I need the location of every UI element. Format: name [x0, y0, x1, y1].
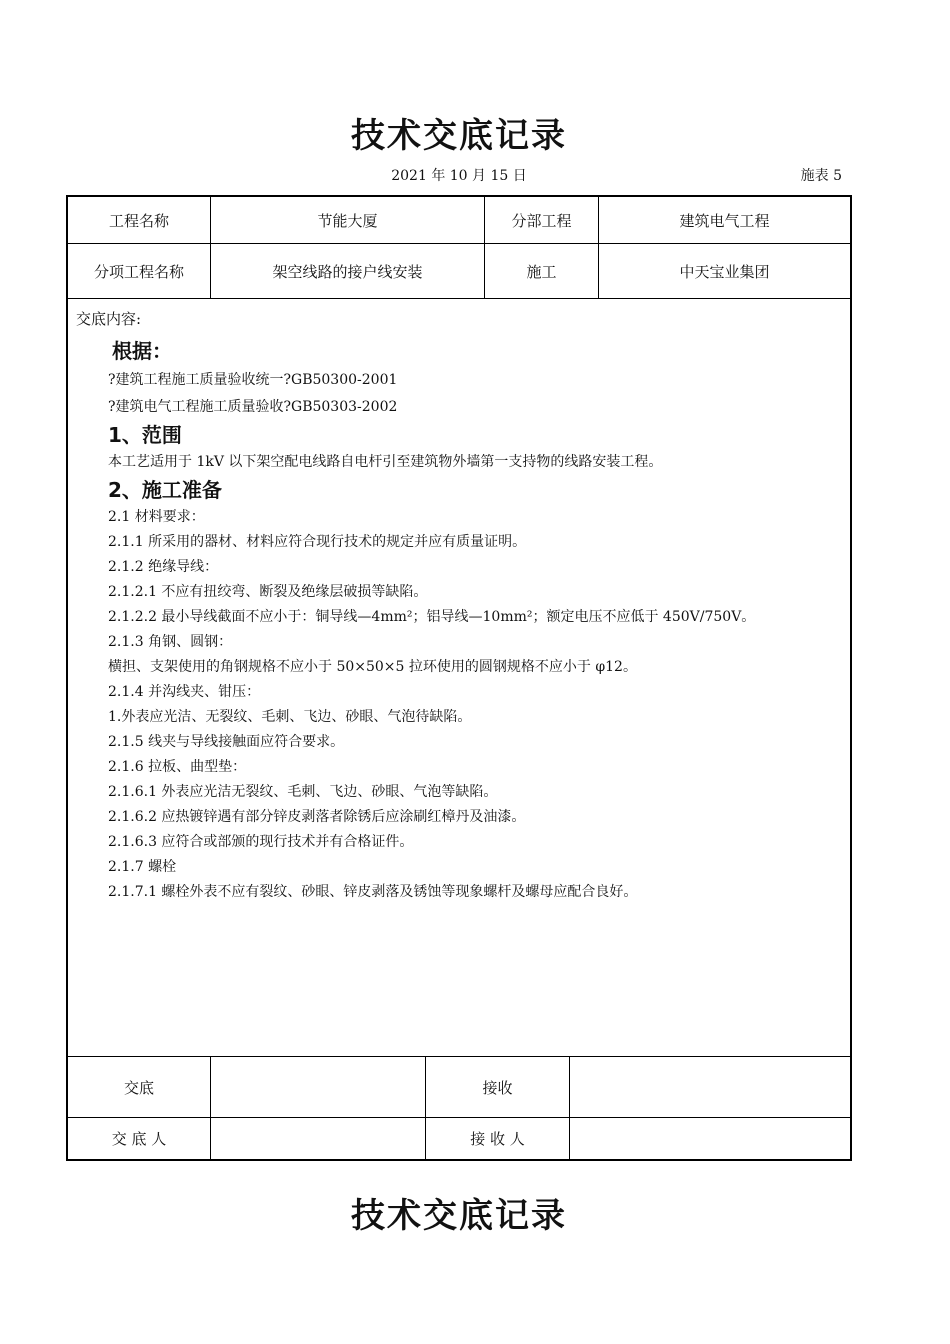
scope-heading: 1、范围: [108, 423, 182, 447]
receiver-value: [570, 1118, 850, 1159]
next-page-title: 技术交底记录: [351, 1196, 567, 1236]
prep-line: 2.1.6.2 应热镀锌遇有部分锌皮剥落者除锈后应涂刷红樟丹及油漆。: [108, 809, 526, 825]
prep-line: 2.1.4 并沟线夹、钳压：: [108, 684, 261, 700]
document-title: 技术交底记录: [351, 116, 567, 156]
receive-value: [570, 1057, 850, 1117]
handover-value: [211, 1057, 425, 1117]
basis-heading: 根据：: [112, 339, 172, 363]
handover-label: 交底: [123, 1078, 154, 1097]
prep-line: 2.1.3 角钢、圆钢：: [108, 634, 233, 650]
construction-value: 中天宝业集团: [679, 262, 770, 281]
handover-person-value: [211, 1118, 425, 1159]
prep-line: 2.1.6.1 外表应光洁无裂纹、毛刺、飞边、砂眼、气泡等缺陷。: [108, 784, 498, 800]
subproject-value: 架空线路的接户线安装: [272, 262, 423, 281]
prep-line: 2.1.1 所采用的器材、材料应符合现行技术的规定并应有质量证明。: [108, 534, 527, 550]
prep-line: 2.1.6 拉板、曲型垫：: [108, 759, 247, 775]
content-label: 交底内容:: [76, 310, 142, 328]
project-name-value: 节能大厦: [317, 211, 378, 230]
prep-line: 2.1.5 线夹与导线接触面应符合要求。: [108, 734, 345, 750]
form-number: 施表 5: [800, 168, 842, 184]
prep-line: 2.1.6.3 应符合或部颁的现行技术并有合格证件。: [108, 834, 414, 850]
handover-person-label: 交 底 人: [111, 1130, 167, 1148]
handover-content: [108, 336, 838, 905]
scope-text: 本工艺适用于 1kV 以下架空配电线路自电杆引至建筑物外墙第一支持物的线路安装工程。: [108, 454, 663, 470]
row-divider: [67, 298, 851, 299]
prep-line: 2.1.2.2 最小导线截面不应小于：铜导线—4mm²；铝导线—10mm²；额定电压不应低于 450V/750V。: [108, 609, 756, 625]
prep-line: 1.外表应光洁、无裂纹、毛刺、飞边、砂眼、气泡待缺陷。: [108, 709, 472, 725]
prep-heading: 2、施工准备: [108, 478, 222, 502]
prep-line: 2.1.7 螺栓: [108, 859, 177, 875]
document-date: 2021 年 10 月 15 日: [391, 168, 527, 184]
project-name-label: 工程名称: [108, 211, 169, 230]
prep-line: 2.1.2.1 不应有扭绞弯、断裂及绝缘层破损等缺陷。: [108, 584, 428, 600]
division-label: 分部工程: [511, 211, 572, 230]
receiver-label: 接 收 人: [470, 1130, 525, 1148]
prep-line: 2.1 材料要求：: [108, 509, 205, 525]
prep-line: 2.1.7.1 螺栓外表不应有裂纹、砂眼、锌皮剥落及锈蚀等现象螺杆及螺母应配合良好。: [108, 884, 638, 900]
basis-line: ?建筑电气工程施工质量验收?GB50303-2002: [108, 399, 398, 415]
receive-label: 接收: [482, 1078, 513, 1097]
construction-label: 施工: [526, 262, 557, 281]
prep-line: 2.1.2 绝缘导线：: [108, 559, 219, 575]
prep-line: 横担、支架使用的角钢规格不应小于 50×50×5 拉环使用的圆钢规格不应小于 φ12。: [108, 659, 637, 675]
basis-line: ?建筑工程施工质量验收统一?GB50300-2001: [108, 372, 398, 388]
subproject-label: 分项工程名称: [93, 262, 184, 281]
division-value: 建筑电气工程: [679, 211, 770, 230]
